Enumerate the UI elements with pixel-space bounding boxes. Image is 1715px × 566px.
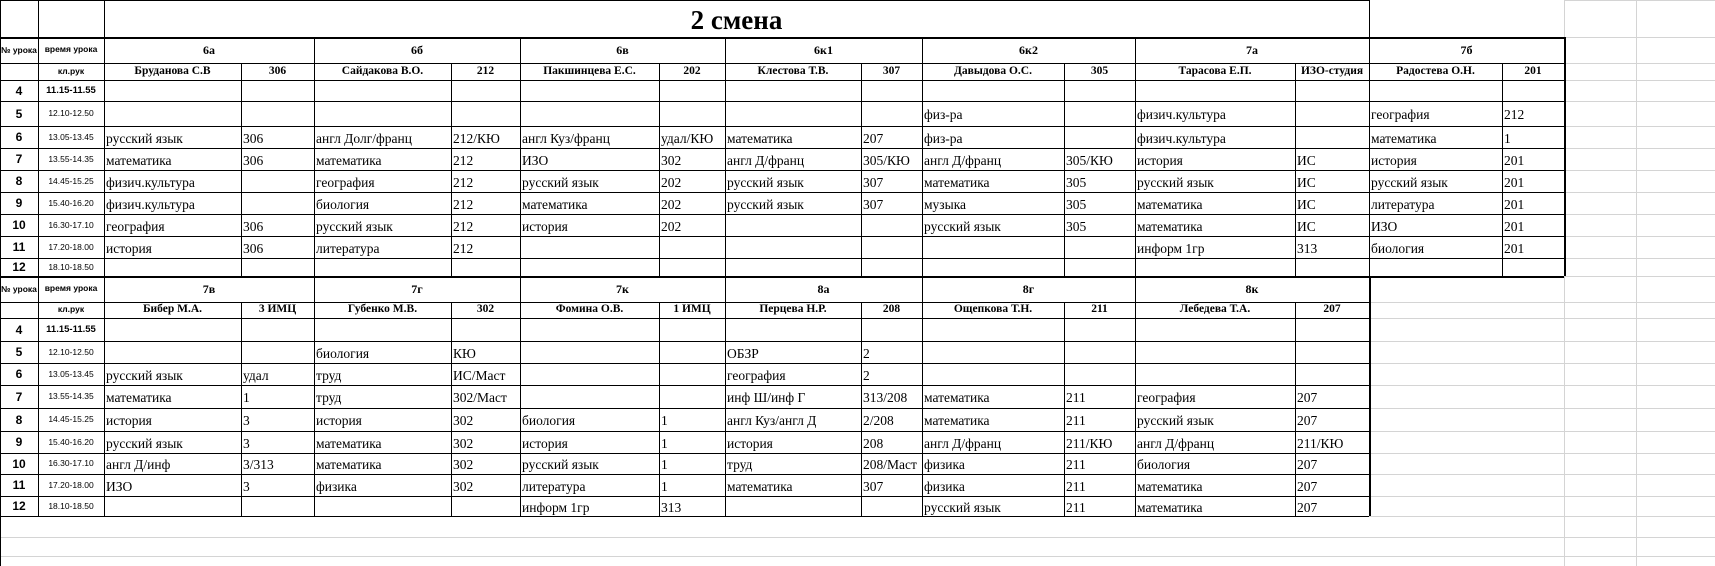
lesson-room: 313 [1297, 240, 1318, 256]
lesson-subject: биология [316, 345, 370, 361]
grid-line [0, 101, 1564, 102]
lesson-subject: математика [924, 413, 990, 429]
lesson-subject: русский язык [1137, 413, 1214, 429]
lesson-room: 305/КЮ [863, 152, 910, 168]
lesson-room: 208/Маст [863, 457, 917, 473]
home-room: 207 [1323, 303, 1341, 316]
lesson-room: 302 [453, 413, 474, 429]
lesson-subject: русский язык [106, 130, 183, 146]
lesson-subject: русский язык [316, 218, 393, 234]
class-name: 7к [616, 282, 629, 296]
lesson-time: 11.15-11.55 [46, 323, 96, 335]
lesson-subject: англ Д/франц [924, 435, 1002, 451]
lesson-subject: математика [316, 152, 382, 168]
grid-line [0, 258, 1564, 259]
class-name: 8к [1245, 282, 1259, 296]
lesson-subject: русский язык [727, 174, 804, 190]
lesson-subject: история [522, 435, 568, 451]
lesson-subject: музыка [924, 196, 967, 212]
class-teacher: Ощепкова Т.Н. [953, 303, 1033, 316]
lesson-number: 10 [12, 456, 26, 471]
lesson-room: 305 [1066, 196, 1087, 212]
lesson-subject: англ Долг/франц [316, 130, 412, 146]
lesson-number: 10 [12, 218, 26, 232]
grid-line [0, 496, 1369, 497]
class-name: 6к2 [1019, 43, 1038, 57]
lesson-room: 212/КЮ [453, 130, 500, 146]
lesson-room: 307 [863, 174, 884, 190]
home-room: 302 [476, 303, 495, 316]
grid-line [1564, 214, 1715, 215]
grid-line [1369, 302, 1715, 303]
lesson-subject: математика [1137, 196, 1203, 212]
lesson-subject: география [1137, 390, 1196, 406]
lesson-room: 208 [863, 435, 884, 451]
lesson-room: 211 [1066, 413, 1086, 429]
lesson-room: 202 [661, 196, 682, 212]
lesson-time: 17.20-18.00 [48, 241, 94, 252]
lesson-subject: история [316, 413, 362, 429]
class-teacher: Фомина О.В. [555, 303, 624, 316]
lesson-room: 207 [863, 130, 884, 146]
lesson-subject: русский язык [727, 196, 804, 212]
lesson-room: 306 [243, 152, 264, 168]
lesson-subject: математика [1137, 478, 1203, 494]
lesson-time: 14.45-15.25 [48, 414, 94, 425]
lesson-subject: литература [1371, 196, 1435, 212]
class-teacher-header: кл.рук [57, 304, 85, 315]
lesson-subject: физ-ра [924, 130, 963, 146]
lesson-room: 307 [863, 478, 884, 494]
lesson-number: 8 [15, 174, 23, 188]
lesson-subject: ИЗО [106, 478, 133, 494]
lesson-subject: русский язык [924, 218, 1001, 234]
lesson-subject: физика [316, 478, 357, 494]
lesson-subject: математика [316, 435, 382, 451]
class-name: 8г [1022, 282, 1035, 296]
lesson-room: 212 [453, 240, 474, 256]
grid-line [0, 341, 1369, 342]
grid-line [1369, 496, 1715, 497]
grid-line [1369, 474, 1715, 475]
lesson-subject: математика [727, 478, 793, 494]
lesson-room: 3/313 [243, 457, 274, 473]
lesson-room: КЮ [453, 345, 476, 361]
lesson-subject: труд [727, 457, 753, 473]
lesson-subject: география [316, 174, 375, 190]
lesson-room: 212 [453, 196, 474, 212]
class-teacher: Перцева Н.Р. [759, 303, 827, 316]
class-name: 7г [411, 282, 423, 296]
lesson-room: удал/КЮ [661, 130, 714, 146]
lesson-number: 8 [15, 412, 23, 427]
lesson-room: 313/208 [863, 390, 908, 406]
lesson-number: 9 [15, 435, 23, 449]
lesson-number: 5 [15, 345, 23, 359]
class-name: 6а [203, 43, 215, 57]
grid-line [0, 363, 1369, 364]
lesson-subject: ИЗО [522, 152, 549, 168]
class-name: 7а [1246, 43, 1258, 57]
lesson-room: 305/КЮ [1066, 152, 1113, 168]
lesson-subject: математика [924, 390, 990, 406]
lesson-room: ИС [1297, 174, 1316, 190]
home-room: 201 [1524, 64, 1542, 77]
grid-line [1564, 0, 1715, 1]
grid-line [0, 0, 1369, 1]
lesson-subject: физич.культура [106, 196, 195, 212]
lesson-subject: география [1371, 107, 1430, 123]
lesson-room: 211 [1066, 478, 1086, 494]
class-teacher: Губенко М.В. [347, 303, 418, 316]
lesson-subject: англ Д/франц [727, 152, 805, 168]
grid-line [1564, 101, 1715, 102]
grid-line [0, 192, 1564, 193]
lesson-room: 307 [863, 196, 884, 212]
lesson-subject: физ-ра [924, 107, 963, 123]
home-room: 212 [476, 64, 495, 77]
lesson-room: 207 [1297, 457, 1318, 473]
lesson-number: 7 [15, 389, 23, 404]
lesson-subject: математика [1371, 130, 1437, 146]
lesson-subject: математика [1137, 218, 1203, 234]
class-teacher: Пакшинцева Е.С. [543, 64, 636, 77]
lesson-number-header: № урока [1, 45, 37, 56]
lesson-subject: англ Д/инф [106, 457, 171, 473]
lesson-room: 306 [243, 240, 264, 256]
lesson-subject: история [522, 218, 568, 234]
lesson-room: 1 [661, 478, 668, 494]
grid-line [1564, 236, 1715, 237]
home-room: ИЗО-студия [1300, 64, 1364, 77]
class-name: 7в [202, 282, 216, 296]
grid-line [0, 474, 1369, 475]
lesson-room: 3 [243, 478, 250, 494]
grid-line [1564, 148, 1715, 149]
lesson-room: 302 [661, 152, 682, 168]
lesson-subject: англ Д/франц [1137, 435, 1215, 451]
lesson-time: 18.10-18.50 [48, 500, 94, 511]
lesson-time: 13.55-14.35 [48, 391, 94, 402]
grid-line [1369, 431, 1715, 432]
lesson-subject: англ Куз/франц [522, 130, 610, 146]
lesson-room: 1 [661, 435, 668, 451]
grid-line [0, 170, 1564, 171]
grid-line [1564, 37, 1715, 38]
lesson-number: 11 [12, 240, 26, 254]
grid-line [0, 148, 1564, 149]
lesson-subject: биология [1371, 240, 1425, 256]
grid-line [1564, 192, 1715, 193]
lesson-subject: англ Куз/англ Д [727, 413, 817, 429]
lesson-subject: математика [522, 196, 588, 212]
grid-line [0, 80, 1564, 81]
lesson-room: 211/КЮ [1297, 435, 1344, 451]
lesson-room: 202 [661, 218, 682, 234]
lesson-room: удал [243, 367, 269, 383]
class-teacher: Сайдакова В.О. [341, 64, 424, 77]
lesson-time: 14.45-15.25 [48, 175, 94, 186]
lesson-room: 1 [661, 457, 668, 473]
lesson-subject: литература [522, 478, 586, 494]
lesson-room: 202 [661, 174, 682, 190]
home-room: 202 [683, 64, 701, 77]
lesson-number: 5 [15, 106, 23, 121]
lesson-subject: русский язык [1371, 174, 1448, 190]
grid-line [0, 214, 1564, 215]
lesson-room: ИС [1297, 218, 1316, 234]
home-room: 305 [1090, 64, 1109, 77]
lesson-room: ИС/Маст [453, 367, 506, 383]
lesson-room: 201 [1504, 174, 1525, 190]
lesson-subject: география [106, 218, 165, 234]
home-room: 307 [882, 64, 901, 77]
class-teacher: Радостева О.Н. [1396, 64, 1475, 77]
lesson-room: 2/208 [863, 413, 894, 429]
grid-line [1564, 276, 1715, 277]
grid-line [1369, 363, 1715, 364]
lesson-room: 3 [243, 413, 250, 429]
lesson-room: 2 [863, 345, 870, 361]
lesson-subject: биология [522, 413, 576, 429]
lesson-subject: ИЗО [1371, 218, 1398, 234]
lesson-room: 302 [453, 478, 474, 494]
lesson-room: 201 [1504, 218, 1525, 234]
lesson-subject: литература [316, 240, 380, 256]
lesson-time: 13.55-14.35 [48, 153, 94, 164]
grid-line [1564, 63, 1715, 64]
lesson-subject: физика [924, 457, 965, 473]
lesson-subject: география [727, 367, 786, 383]
lesson-room: 212 [453, 174, 474, 190]
lesson-time: 18.10-18.50 [48, 261, 94, 272]
lesson-room: 302/Маст [453, 390, 507, 406]
lesson-subject: история [106, 413, 152, 429]
lesson-time: 12.10-12.50 [48, 346, 94, 357]
lesson-room: 211 [1066, 499, 1086, 515]
lesson-subject: биология [1137, 457, 1191, 473]
lesson-number: 11 [12, 478, 26, 492]
lesson-time: 15.40-16.20 [48, 197, 94, 208]
class-name: 6к1 [814, 43, 833, 57]
lesson-room: 211/КЮ [1066, 435, 1113, 451]
grid-line [1369, 516, 1715, 517]
grid-line [0, 408, 1369, 409]
lesson-room: 207 [1297, 478, 1318, 494]
lesson-subject: история [1371, 152, 1417, 168]
lesson-subject: русский язык [522, 174, 599, 190]
lesson-subject: англ Д/франц [924, 152, 1002, 168]
lesson-number: 9 [15, 196, 23, 210]
schedule-title: 2 смена [690, 5, 783, 35]
class-teacher-header: кл.рук [57, 65, 85, 76]
lesson-room: 313 [661, 499, 682, 515]
lesson-number: 6 [15, 367, 23, 381]
lesson-subject: труд [316, 390, 342, 406]
grid-line [0, 431, 1369, 432]
grid-line [1564, 258, 1715, 259]
home-room: 306 [268, 64, 287, 77]
grid-line [1369, 453, 1715, 454]
class-teacher: Бибер М.А. [142, 303, 203, 316]
lesson-subject: физика [924, 478, 965, 494]
lesson-subject: русский язык [924, 499, 1001, 515]
lesson-time: 16.30-17.10 [48, 458, 94, 469]
lesson-subject: математика [106, 390, 172, 406]
lesson-room: 1 [1504, 130, 1511, 146]
lesson-time: 12.10-12.50 [48, 108, 94, 119]
lesson-subject: математика [316, 457, 382, 473]
lesson-subject: русский язык [106, 367, 183, 383]
lesson-room: 2 [863, 367, 870, 383]
lesson-room: 3 [243, 435, 250, 451]
lesson-subject: инф Ш/инф Г [727, 390, 806, 406]
lesson-time: 15.40-16.20 [48, 436, 94, 447]
class-name: 6в [616, 43, 629, 57]
lesson-number: 4 [15, 322, 23, 337]
lesson-subject: история [1137, 152, 1183, 168]
lesson-room: 212 [453, 218, 474, 234]
lesson-room: 305 [1066, 218, 1087, 234]
grid-line [0, 318, 1369, 319]
grid-line [0, 556, 1715, 557]
lesson-number: 12 [12, 499, 26, 513]
lesson-subject: труд [316, 367, 342, 383]
lesson-room: ИС [1297, 152, 1316, 168]
home-room: 1 ИМЦ [673, 303, 711, 316]
class-teacher: Тарасова Е.П. [1178, 64, 1252, 77]
lesson-subject: история [727, 435, 773, 451]
grid-line [1564, 80, 1715, 81]
grid-line [1564, 126, 1715, 127]
lesson-room: 1 [243, 390, 250, 406]
grid-line [1369, 318, 1715, 319]
lesson-subject: физич.культура [106, 174, 195, 190]
grid-line [0, 126, 1564, 127]
lesson-subject: русский язык [522, 457, 599, 473]
class-teacher: Давыдова О.С. [954, 64, 1032, 77]
grid-line [1369, 385, 1715, 386]
grid-line [1564, 170, 1715, 171]
class-name: 6б [411, 43, 423, 57]
lesson-number: 12 [12, 260, 26, 274]
lesson-number: 4 [15, 83, 23, 98]
lesson-number: 6 [15, 130, 23, 144]
home-room: 3 ИМЦ [258, 303, 297, 316]
grid-line [1369, 341, 1715, 342]
lesson-room: ИС [1297, 196, 1316, 212]
grid-line [0, 537, 1715, 538]
lesson-time: 13.05-13.45 [48, 368, 94, 379]
lesson-time-header: время урока [44, 44, 98, 55]
class-name: 8а [817, 282, 830, 296]
lesson-subject: биология [316, 196, 370, 212]
class-teacher: Лебедева Т.А. [1179, 303, 1251, 316]
grid-line [0, 385, 1369, 386]
lesson-room: 201 [1504, 196, 1525, 212]
grid-line [0, 516, 1369, 517]
lesson-subject: информ 1гр [522, 499, 590, 515]
lesson-room: 201 [1504, 152, 1525, 168]
lesson-subject: математика [1137, 499, 1203, 515]
lesson-subject: физич.культура [1137, 107, 1226, 123]
lesson-subject: русский язык [1137, 174, 1214, 190]
home-room: 211 [1091, 303, 1108, 316]
lesson-subject: ОБЗР [727, 345, 759, 361]
lesson-room: 201 [1504, 240, 1525, 256]
class-teacher: Бруданова С.В [134, 64, 211, 77]
lesson-time: 17.20-18.00 [48, 479, 94, 490]
lesson-time: 13.05-13.45 [48, 131, 94, 142]
lesson-room: 306 [243, 218, 264, 234]
lesson-time: 11.15-11.55 [46, 84, 96, 96]
lesson-room: 305 [1066, 174, 1087, 190]
lesson-room: 302 [453, 435, 474, 451]
lesson-room: 211 [1066, 390, 1086, 406]
lesson-room: 207 [1297, 390, 1318, 406]
lesson-subject: русский язык [106, 435, 183, 451]
lesson-time: 16.30-17.10 [48, 219, 94, 230]
class-teacher: Клестова Т.В. [757, 64, 829, 77]
grid-line [1636, 0, 1637, 566]
grid-line [0, 453, 1369, 454]
lesson-subject: математика [727, 130, 793, 146]
lesson-room: 212 [453, 152, 474, 168]
lesson-room: 212 [1504, 107, 1525, 123]
lesson-room: 302 [453, 457, 474, 473]
lesson-subject: математика [924, 174, 990, 190]
grid-line [0, 236, 1564, 237]
lesson-room: 306 [243, 130, 264, 146]
lesson-number: 7 [15, 152, 23, 166]
grid-line [1369, 408, 1715, 409]
lesson-subject: информ 1гр [1137, 240, 1205, 256]
lesson-subject: математика [106, 152, 172, 168]
lesson-subject: физич.культура [1137, 130, 1226, 146]
lesson-room: 207 [1297, 499, 1318, 515]
home-room: 208 [882, 303, 901, 316]
lesson-subject: история [106, 240, 152, 256]
lesson-number-header: № урока [1, 284, 37, 295]
lesson-time-header: время урока [44, 283, 98, 294]
class-name: 7б [1460, 43, 1473, 57]
lesson-room: 207 [1297, 413, 1318, 429]
lesson-room: 1 [661, 413, 668, 429]
lesson-room: 211 [1066, 457, 1086, 473]
